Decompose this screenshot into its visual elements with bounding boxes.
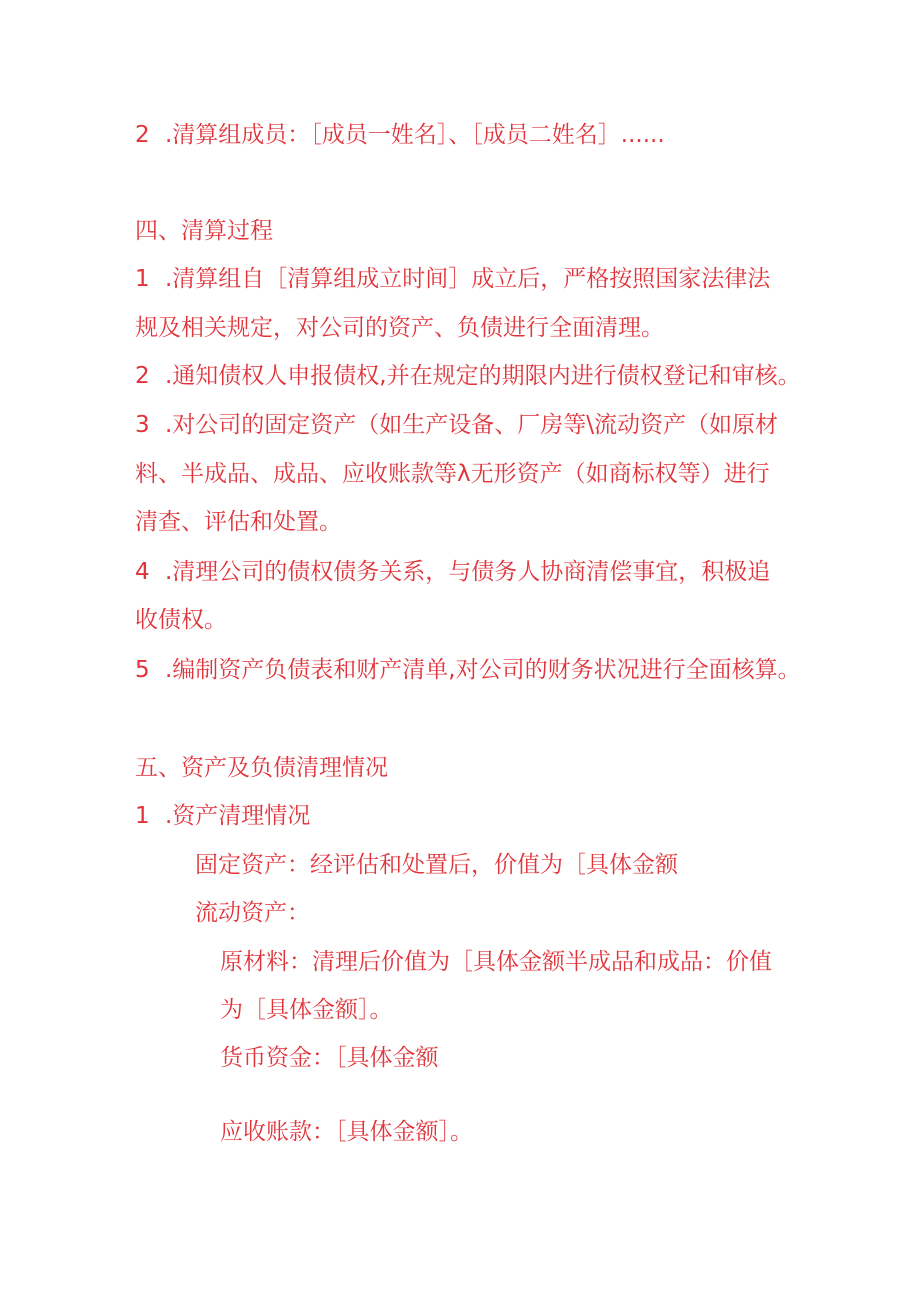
process-item-4: [135, 557, 770, 587]
item-text: .通知债权人申报债权,并在规定的期限内进行债权登记和审核。: [165, 363, 801, 389]
fixed-assets-line: 固定资产：经评估和处置后，价值为［具体金额: [195, 852, 678, 878]
item-number: 1: [135, 266, 150, 292]
current-assets-line: 流动资产：: [195, 900, 310, 926]
item-text: .清算组自［清算组成立时间］成立后，严格按照国家法律法: [165, 266, 771, 292]
process-item-4-cont: 收债权。: [135, 607, 227, 633]
item-text: .资产清理情况: [165, 803, 311, 829]
item-text: .清理公司的债权债务关系，与债务人协商清偿事宜，积极追: [165, 559, 771, 585]
item-number: 3: [135, 412, 150, 438]
item-text: .清算组成员：［成员一姓名］、［成员二姓名］......: [165, 122, 665, 148]
process-item-2: [135, 361, 801, 391]
item-number: 1: [135, 803, 150, 829]
receivables-line: 应收账款：［具体金额］。: [220, 1119, 473, 1145]
assets-item-1: [135, 801, 310, 831]
item-number: 2: [135, 363, 150, 389]
item-number: 5: [135, 657, 150, 683]
process-item-5: [135, 655, 801, 685]
process-item-3-cont: 料、半成品、成品、应收账款等λ无形资产（如商标权等）进行: [135, 461, 770, 487]
members-item: [135, 120, 665, 150]
item-number: 4: [135, 559, 150, 585]
item-text: .对公司的固定资产（如生产设备、厂房等\流动资产（如原材: [165, 412, 779, 438]
section-heading-process: 四、清算过程: [135, 218, 273, 244]
process-item-1: [135, 264, 770, 294]
process-item-3-cont: 清查、评估和处置。: [135, 509, 342, 535]
cash-line: 货币资金：［具体金额: [220, 1045, 439, 1071]
raw-materials-line: 原材料：清理后价值为［具体金额半成品和成品：价值: [220, 949, 772, 975]
process-item-1-cont: 规及相关规定，对公司的资产、负债进行全面清理。: [135, 315, 664, 341]
section-heading-assets: 五、资产及负债清理情况: [135, 755, 388, 781]
item-text: .编制资产负债表和财产清单,对公司的财务状况进行全面核算。: [165, 657, 801, 683]
item-number: 2: [135, 122, 150, 148]
process-item-3: [135, 410, 778, 440]
raw-materials-line-cont: 为［具体金额］。: [220, 997, 393, 1023]
